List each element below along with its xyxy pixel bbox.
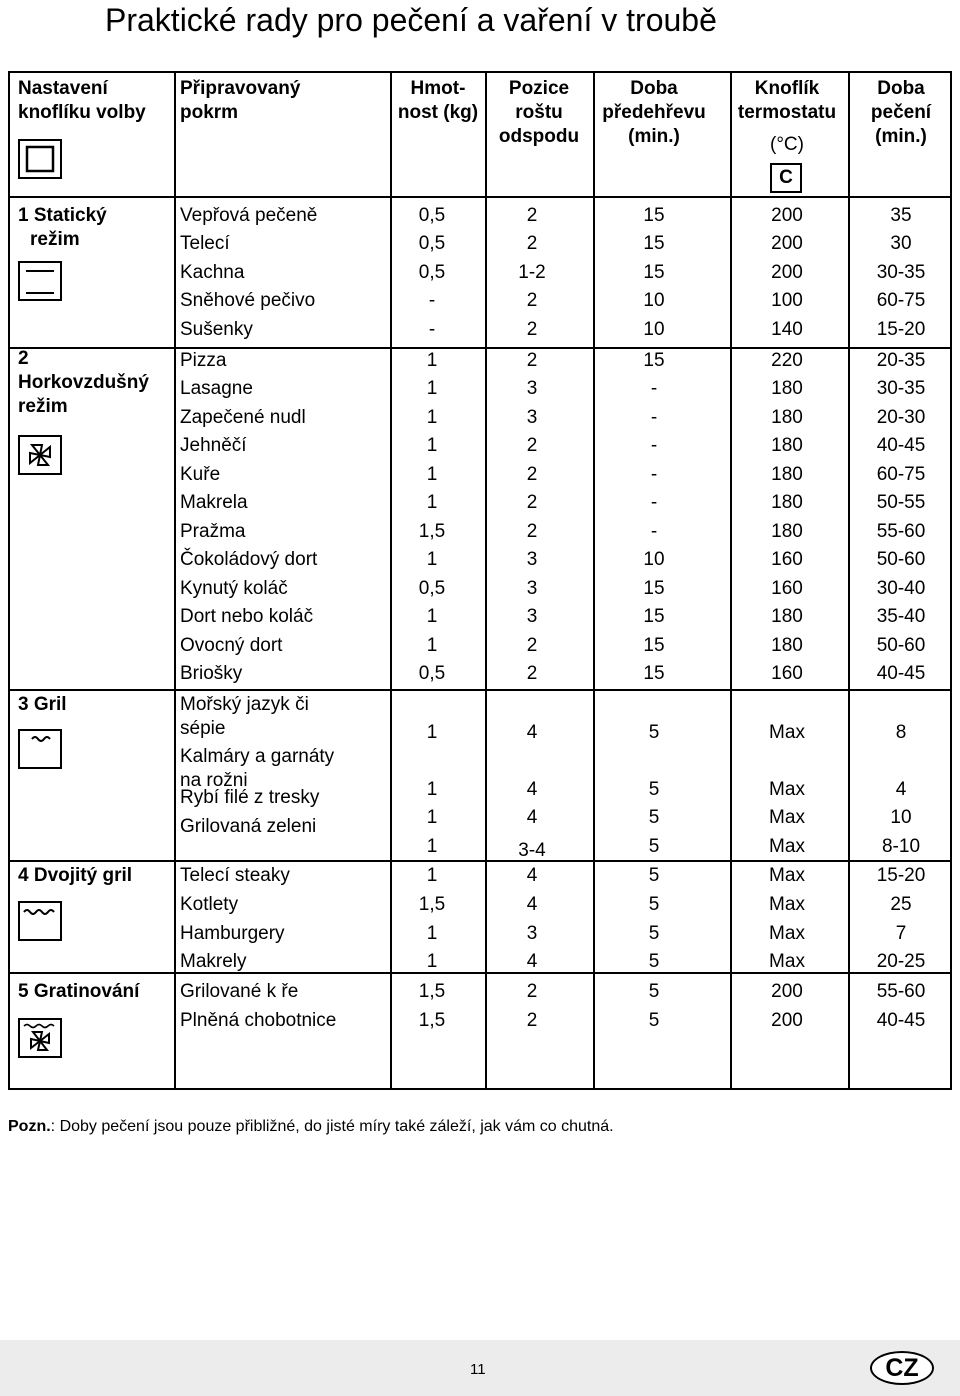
cell-rack: 4: [526, 894, 538, 915]
food-name: Ovocný dort: [180, 635, 283, 656]
header-weight-line: nost (kg): [397, 102, 479, 123]
cell-temp: 200: [771, 233, 803, 254]
header-time-line: pečení: [870, 102, 932, 123]
cell-weight: 1: [426, 951, 438, 972]
cell-weight: 1: [426, 923, 438, 944]
food-name: Makrela: [180, 492, 248, 513]
food-name: Kachna: [180, 262, 245, 283]
cell-time: 40-45: [876, 435, 926, 456]
section-label: 1 Statický: [18, 205, 107, 226]
cell-temp: 180: [771, 407, 803, 428]
column-divider: [485, 73, 487, 1088]
baking-table: [8, 71, 952, 1090]
cell-rack: 3-4: [518, 840, 546, 861]
cell-weight: 1: [426, 350, 438, 371]
cell-rack: 2: [526, 663, 538, 684]
cell-weight: 0,5: [418, 205, 446, 226]
cell-temp: Max: [769, 836, 805, 857]
cell-time: 4: [895, 779, 907, 800]
cell-preheat: 5: [648, 836, 660, 857]
cell-time: 20-35: [876, 350, 926, 371]
header-time-line: (min.): [875, 126, 927, 147]
cell-time: 25: [890, 894, 912, 915]
cell-preheat: 15: [643, 635, 665, 656]
cell-preheat: 15: [643, 233, 665, 254]
fan-oven-icon: [18, 435, 62, 475]
static-oven-icon: [18, 261, 62, 301]
cell-time: 50-60: [876, 635, 926, 656]
food-name: Grilované k ře: [180, 981, 299, 1002]
cell-weight: 1,5: [418, 981, 446, 1002]
cell-time: 20-25: [876, 951, 926, 972]
cell-temp: Max: [769, 923, 805, 944]
cell-rack: 2: [526, 205, 538, 226]
cell-weight: 1: [426, 435, 438, 456]
cell-temp: 200: [771, 262, 803, 283]
cell-temp: 200: [771, 1010, 803, 1031]
header-preheat-line: předehřevu: [602, 102, 706, 123]
column-divider: [174, 73, 176, 1088]
row-divider: [10, 972, 950, 974]
cell-weight: 1: [426, 549, 438, 570]
header-rack-line: odspodu: [498, 126, 580, 147]
cell-weight: -: [428, 290, 436, 311]
cell-temp: Max: [769, 894, 805, 915]
cell-weight: 1: [426, 865, 438, 886]
food-name: Hamburgery: [180, 923, 285, 944]
cell-time: 15-20: [876, 319, 926, 340]
cell-time: 10: [890, 807, 912, 828]
cell-temp: 200: [771, 981, 803, 1002]
oven-knob-icon: [18, 139, 62, 179]
cell-time: 7: [895, 923, 907, 944]
cell-temp: 180: [771, 606, 803, 627]
cell-weight: -: [428, 319, 436, 340]
food-name: Jehněčí: [180, 435, 247, 456]
cell-weight: 1: [426, 807, 438, 828]
cell-preheat: 15: [643, 578, 665, 599]
header-time-line: Doba: [877, 78, 925, 99]
header-preheat-line: (min.): [628, 126, 680, 147]
header-food-line: Připravovaný: [180, 78, 301, 99]
section-label: 3 Gril: [18, 694, 67, 715]
food-name: Plněná chobotnice: [180, 1010, 337, 1031]
cell-time: 50-55: [876, 492, 926, 513]
cell-preheat: 15: [643, 663, 665, 684]
header-thermostat-line: Knoflík: [754, 78, 820, 99]
food-name: Vepřová pečeně: [180, 205, 318, 226]
cell-weight: 1,5: [418, 1010, 446, 1031]
cell-rack: 2: [526, 290, 538, 311]
cell-preheat: -: [650, 435, 658, 456]
cell-rack: 2: [526, 350, 538, 371]
cell-time: 60-75: [876, 290, 926, 311]
cell-preheat: -: [650, 521, 658, 542]
food-name: Sněhové pečivo: [180, 290, 316, 311]
cell-rack: 3: [526, 923, 538, 944]
header-rack-line: roštu: [515, 102, 563, 123]
cell-rack: 2: [526, 1010, 538, 1031]
header-thermostat-line: termostatu: [737, 102, 837, 123]
cell-preheat: -: [650, 492, 658, 513]
cell-weight: 1: [426, 492, 438, 513]
cell-time: 15-20: [876, 865, 926, 886]
cell-preheat: 5: [648, 865, 660, 886]
cell-preheat: 10: [643, 319, 665, 340]
cell-preheat: 15: [643, 350, 665, 371]
cell-temp: 140: [771, 319, 803, 340]
cell-preheat: 5: [648, 894, 660, 915]
cell-preheat: 5: [648, 951, 660, 972]
cell-rack: 2: [526, 233, 538, 254]
cell-temp: 160: [771, 578, 803, 599]
section-label: režim: [18, 396, 68, 417]
cell-preheat: 5: [648, 807, 660, 828]
section-label: režim: [30, 229, 80, 250]
food-name: Čokoládový dort: [180, 549, 318, 570]
footnote-label: Pozn.: [8, 1118, 51, 1135]
double-grill-icon: [18, 901, 62, 941]
row-divider: [10, 347, 950, 349]
cell-rack: 3: [526, 578, 538, 599]
cell-weight: 1: [426, 378, 438, 399]
food-name: Mořský jazyk či: [180, 694, 309, 715]
cell-weight: 1,5: [418, 521, 446, 542]
header-rack-line: Pozice: [508, 78, 570, 99]
cell-temp: Max: [769, 779, 805, 800]
food-name: Makrely: [180, 951, 247, 972]
cell-temp: 160: [771, 549, 803, 570]
cell-preheat: -: [650, 464, 658, 485]
cell-preheat: 5: [648, 923, 660, 944]
cell-rack: 4: [526, 779, 538, 800]
cell-temp: 160: [771, 663, 803, 684]
cell-rack: 2: [526, 981, 538, 1002]
cell-temp: Max: [769, 951, 805, 972]
food-name: Dort nebo koláč: [180, 606, 314, 627]
food-name: Zapečené nudl: [180, 407, 306, 428]
food-name: Lasagne: [180, 378, 253, 399]
header-weight-line: Hmot-: [410, 78, 466, 99]
cell-temp: 180: [771, 464, 803, 485]
food-name: Kuře: [180, 464, 221, 485]
section-label: Horkovzdušný: [18, 372, 149, 393]
food-name: Kynutý koláč: [180, 578, 288, 599]
footnote: [8, 1118, 614, 1136]
cell-temp: Max: [769, 722, 805, 743]
row-divider: [10, 196, 950, 198]
cell-weight: 1: [426, 779, 438, 800]
header-setting-line: knoflíku volby: [18, 102, 146, 123]
footnote-text: : Doby pečení jsou pouze přibližné, do jisté míry také záleží, jak vám co chutná.: [50, 1118, 614, 1135]
cell-time: 8: [895, 722, 907, 743]
food-name: Kalmáry a garnáty: [180, 746, 335, 767]
section-label: 5 Gratinování: [18, 981, 140, 1002]
cell-temp: 180: [771, 521, 803, 542]
gratin-icon: [18, 1018, 62, 1058]
cell-time: 30-35: [876, 378, 926, 399]
cell-rack: 4: [526, 722, 538, 743]
cell-weight: 0,5: [418, 663, 446, 684]
header-food-line: pokrm: [180, 102, 239, 123]
cell-weight: 0,5: [418, 578, 446, 599]
cell-time: 8-10: [881, 836, 921, 857]
cell-time: 55-60: [876, 981, 926, 1002]
cell-preheat: 5: [648, 1010, 660, 1031]
header-setting-line: Nastavení: [18, 78, 108, 99]
cell-temp: Max: [769, 865, 805, 886]
cell-time: 30-35: [876, 262, 926, 283]
cell-weight: 1,5: [418, 894, 446, 915]
cell-preheat: 10: [643, 549, 665, 570]
row-divider: [10, 689, 950, 691]
column-divider: [390, 73, 392, 1088]
food-name: Rybí filé z tresky: [180, 787, 320, 808]
page-number: 11: [470, 1361, 486, 1378]
cell-rack: 2: [526, 435, 538, 456]
cell-weight: 1: [426, 836, 438, 857]
section-label: 2: [18, 348, 29, 369]
language-badge: CZ: [870, 1351, 934, 1385]
food-name: na rožni: [180, 770, 248, 791]
cell-rack: 2: [526, 521, 538, 542]
cell-time: 50-60: [876, 549, 926, 570]
cell-rack: 2: [526, 635, 538, 656]
cell-weight: 1: [426, 407, 438, 428]
food-name: Pražma: [180, 521, 246, 542]
cell-rack: 3: [526, 378, 538, 399]
cell-time: 35: [890, 205, 912, 226]
cell-time: 30-40: [876, 578, 926, 599]
cell-time: 55-60: [876, 521, 926, 542]
cell-weight: 0,5: [418, 262, 446, 283]
cell-rack: 2: [526, 492, 538, 513]
cell-temp: 100: [771, 290, 803, 311]
cell-preheat: 5: [648, 981, 660, 1002]
cell-preheat: 5: [648, 779, 660, 800]
cell-weight: 1: [426, 606, 438, 627]
thermostat-icon: C: [770, 163, 802, 193]
section-label: 4 Dvojitý gril: [18, 865, 133, 886]
cell-temp: 180: [771, 635, 803, 656]
food-name: Grilovaná zeleni: [180, 816, 317, 837]
cell-preheat: -: [650, 407, 658, 428]
cell-weight: 1: [426, 722, 438, 743]
header-thermostat-line: (°C): [770, 134, 804, 155]
cell-rack: 2: [526, 464, 538, 485]
cell-weight: 1: [426, 635, 438, 656]
cell-rack: 4: [526, 865, 538, 886]
food-name: Telecí steaky: [180, 865, 290, 886]
row-divider: [10, 860, 950, 862]
food-name: Sušenky: [180, 319, 253, 340]
cell-rack: 4: [526, 807, 538, 828]
food-name: sépie: [180, 718, 226, 739]
header-preheat-line: Doba: [630, 78, 678, 99]
page-title: Praktické rady pro pečení a vaření v troubě: [105, 2, 717, 38]
cell-preheat: 10: [643, 290, 665, 311]
cell-temp: 220: [771, 350, 803, 371]
cell-weight: 0,5: [418, 233, 446, 254]
cell-time: 35-40: [876, 606, 926, 627]
cell-preheat: 15: [643, 606, 665, 627]
cell-rack: 4: [526, 951, 538, 972]
cell-time: 30: [890, 233, 912, 254]
cell-time: 60-75: [876, 464, 926, 485]
cell-rack: 2: [526, 319, 538, 340]
cell-temp: 180: [771, 492, 803, 513]
cell-preheat: 15: [643, 262, 665, 283]
cell-preheat: 5: [648, 722, 660, 743]
cell-rack: 3: [526, 407, 538, 428]
cell-temp: 180: [771, 378, 803, 399]
cell-time: 40-45: [876, 663, 926, 684]
column-divider: [593, 73, 595, 1088]
cell-rack: 3: [526, 549, 538, 570]
cell-rack: 3: [526, 606, 538, 627]
grill-icon: [18, 729, 62, 769]
food-name: Briošky: [180, 663, 243, 684]
food-name: Pizza: [180, 350, 227, 371]
cell-rack: 1-2: [518, 262, 546, 283]
cell-temp: 180: [771, 435, 803, 456]
cell-preheat: 15: [643, 205, 665, 226]
column-divider: [848, 73, 850, 1088]
column-divider: [730, 73, 732, 1088]
cell-weight: 1: [426, 464, 438, 485]
cell-preheat: -: [650, 378, 658, 399]
cell-temp: Max: [769, 807, 805, 828]
cell-time: 20-30: [876, 407, 926, 428]
cell-temp: 200: [771, 205, 803, 226]
food-name: Telecí: [180, 233, 230, 254]
cell-time: 40-45: [876, 1010, 926, 1031]
food-name: Kotlety: [180, 894, 239, 915]
